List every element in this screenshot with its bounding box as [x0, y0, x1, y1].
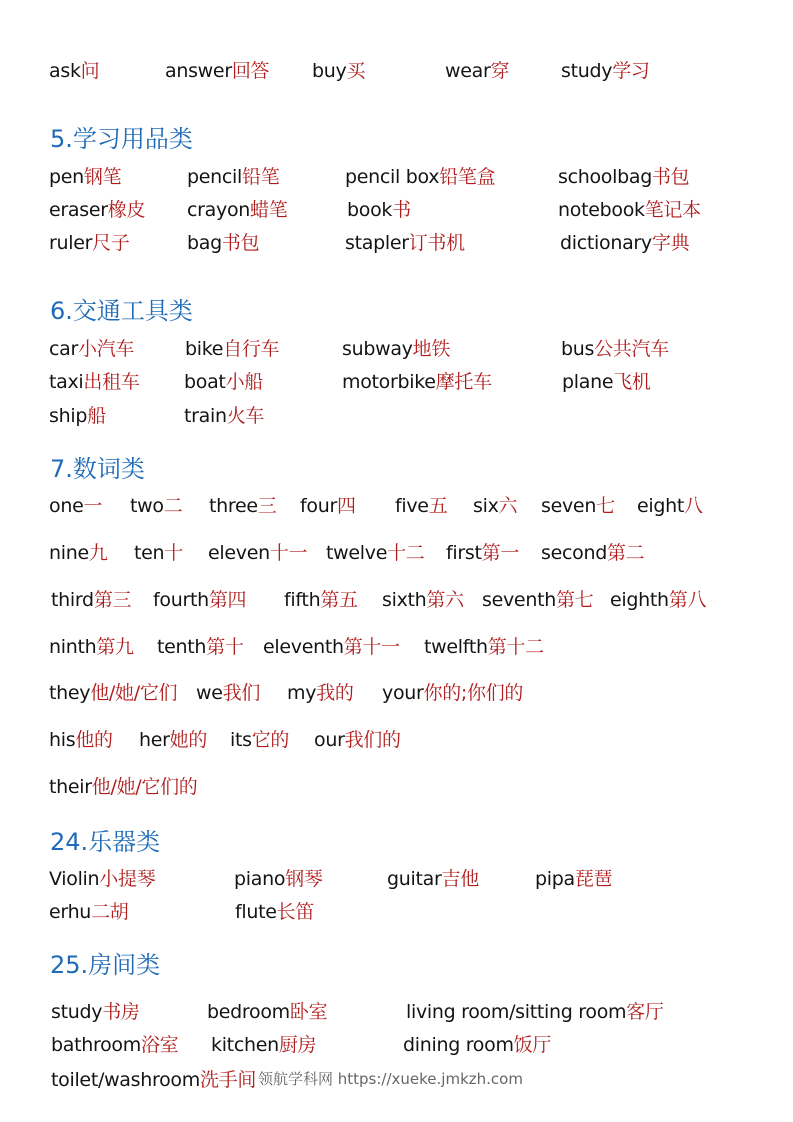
vocab-item: taxi出租车 [49, 371, 140, 393]
vocab-item: study学习 [561, 60, 650, 82]
vocab-item: study书房 [51, 1001, 140, 1023]
vocab-item: pipa琵琶 [535, 868, 613, 890]
vocab-item: first第一 [446, 542, 520, 564]
vocab-item: notebook笔记本 [558, 199, 701, 221]
vocab-item: tenth第十 [157, 636, 244, 658]
vocab-item: toilet/washroom洗手间 [51, 1069, 257, 1091]
vocab-item: train火车 [184, 405, 265, 427]
vocab-item: answer回答 [165, 60, 270, 82]
vocab-item: bathroom浴室 [51, 1034, 179, 1056]
vocab-item: sixth第六 [382, 589, 464, 611]
vocab-item: book书 [347, 199, 411, 221]
section-heading-instruments: 24.乐器类 [50, 828, 161, 856]
vocab-item: two二 [130, 495, 183, 517]
vocab-item: second第二 [541, 542, 645, 564]
vocab-item: seven七 [541, 495, 615, 517]
vocab-item: car小汽车 [49, 338, 135, 360]
vocab-item: twelfth第十二 [424, 636, 544, 658]
section-heading-stationery: 5.学习用品类 [50, 125, 193, 153]
vocab-item: eraser橡皮 [49, 199, 146, 221]
vocab-item: ten十 [134, 542, 183, 564]
vocab-item: erhu二胡 [49, 901, 129, 923]
vocab-item: we我们 [196, 682, 261, 704]
vocab-item: pencil box铅笔盒 [345, 166, 496, 188]
section-heading-rooms: 25.房间类 [50, 951, 161, 979]
vocab-item: ninth第九 [49, 636, 134, 658]
vocab-item: wear穿 [445, 60, 510, 82]
vocab-item: bedroom卧室 [207, 1001, 328, 1023]
vocab-item: seventh第七 [482, 589, 594, 611]
vocab-item: bus公共汽车 [561, 338, 669, 360]
vocab-item: pen钢笔 [49, 166, 122, 188]
vocab-item: eighth第八 [610, 589, 707, 611]
vocab-item: her她的 [139, 729, 208, 751]
vocab-item: third第三 [51, 589, 132, 611]
vocab-item: schoolbag书包 [558, 166, 690, 188]
section-heading-transport: 6.交通工具类 [50, 297, 193, 325]
vocab-item: my我的 [287, 682, 354, 704]
vocab-item: motorbike摩托车 [342, 371, 492, 393]
vocab-item: fourth第四 [153, 589, 247, 611]
vocab-item: one一 [49, 495, 103, 517]
vocab-item: twelve十二 [326, 542, 425, 564]
vocab-item: nine九 [49, 542, 108, 564]
vocab-item: ask问 [49, 60, 100, 82]
vocab-item: his他的 [49, 729, 113, 751]
vocab-item: fifth第五 [284, 589, 358, 611]
vocab-item: pencil铅笔 [187, 166, 280, 188]
vocab-item: guitar吉他 [387, 868, 479, 890]
vocab-item: plane飞机 [562, 371, 651, 393]
vocab-item: ruler尺子 [49, 232, 130, 254]
vocab-item: buy买 [312, 60, 366, 82]
vocab-item: their他/她/它们的 [49, 776, 198, 798]
vocab-item: its它的 [230, 729, 290, 751]
vocab-item: your你的;你们的 [382, 682, 524, 704]
vocab-item: eight八 [637, 495, 703, 517]
vocab-item: they他/她/它们 [49, 682, 178, 704]
section-heading-numbers: 7.数词类 [50, 455, 145, 483]
vocab-item: four四 [300, 495, 356, 517]
vocab-item: eleventh第十一 [263, 636, 400, 658]
vocab-item: piano钢琴 [234, 868, 323, 890]
vocab-item: five五 [395, 495, 448, 517]
vocab-item: subway地铁 [342, 338, 451, 360]
vocab-item: Violin小提琴 [49, 868, 156, 890]
watermark: 领航学科网 https://xueke.jmkzh.com [258, 1070, 523, 1088]
vocab-item: stapler订书机 [345, 232, 465, 254]
vocab-item: flute长笛 [235, 901, 315, 923]
vocab-item: living room/sitting room客厅 [406, 1001, 664, 1023]
vocab-item: kitchen厨房 [211, 1034, 317, 1056]
vocab-item: eleven十一 [208, 542, 308, 564]
vocab-item: six六 [473, 495, 518, 517]
vocab-item: three三 [209, 495, 277, 517]
vocab-item: bag书包 [187, 232, 260, 254]
vocab-item: dictionary字典 [560, 232, 690, 254]
vocab-item: dining room饭厅 [403, 1034, 552, 1056]
vocab-item: bike自行车 [185, 338, 280, 360]
vocab-item: ship船 [49, 405, 106, 427]
vocab-item: crayon蜡笔 [187, 199, 288, 221]
vocab-item: boat小船 [184, 371, 263, 393]
vocab-item: our我们的 [314, 729, 401, 751]
